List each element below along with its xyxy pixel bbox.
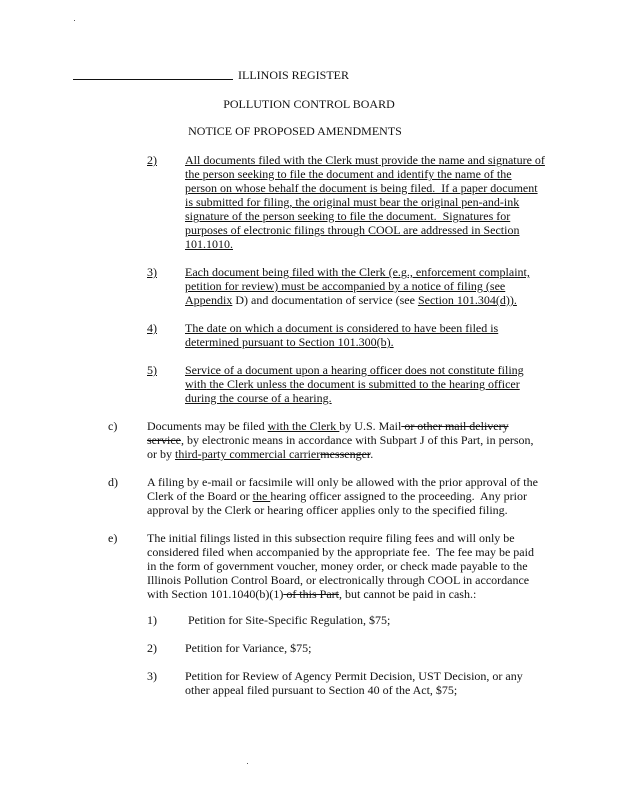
deleted-text: messenger: [320, 447, 371, 461]
inserted-text: third-party commercial carrier: [175, 447, 321, 461]
inserted-text: Section 101.304(d)).: [417, 293, 517, 307]
text-segment: , by electronic means in accordance with Subpart J of this Part, in person,: [180, 433, 534, 447]
text-line: [185, 223, 545, 237]
text-line: [147, 475, 538, 489]
text-segment: Petition for Review of Agency Permit Decision, UST Decision, or any: [185, 669, 523, 683]
text-segment: or by: [147, 447, 175, 461]
text-line: [147, 545, 534, 559]
text-line: [185, 279, 530, 293]
text-line: [185, 391, 524, 405]
inserted-text: during the course of a hearing.: [185, 391, 332, 405]
text-line: [147, 419, 534, 433]
notice-title: NOTICE OF PROPOSED AMENDMENTS: [188, 124, 402, 138]
item-label: 2): [147, 641, 157, 655]
item-label: 3): [147, 265, 157, 279]
text-line: [185, 293, 530, 307]
text-segment: Illinois Pollution Control Board, or electronically through COOL in accordance: [147, 573, 530, 587]
item-label: e): [108, 531, 118, 545]
deleted-text: service: [147, 433, 181, 447]
text-line: [185, 641, 311, 655]
text-line: [147, 559, 534, 573]
inserted-text: The date on which a document is considered to have been filed is: [185, 321, 499, 335]
inserted-text: the Clerk unless the document is submitted to the hearing officer: [206, 377, 520, 391]
text-segment: Clerk of the Board or: [147, 489, 253, 503]
text-segment: D) and documentation of service (see: [232, 293, 418, 307]
item-label: 1): [147, 613, 157, 627]
item-label: 5): [147, 363, 157, 377]
text-segment: .: [370, 447, 374, 461]
text-segment: in the form of government voucher, money order, or check made payable to the: [147, 559, 528, 573]
item-text: [185, 363, 524, 405]
inserted-text: Appendix: [185, 293, 233, 307]
text-segment: by U.S. Mail: [339, 419, 402, 433]
text-line: [147, 433, 534, 447]
text-line: [185, 377, 524, 391]
inserted-text: Service of a document upon a hearing officer does not constitute filing: [185, 363, 524, 377]
inserted-text: with: [185, 377, 207, 391]
item-text: [185, 669, 523, 697]
text-segment: approval by the Clerk or hearing officer applies only to the specified filing.: [147, 503, 508, 517]
inserted-text: the person seeking to file the document and identify the name of the: [185, 167, 512, 181]
inserted-text: determined pursuant to Section 101.300(b).: [185, 335, 394, 349]
scan-speck: [74, 20, 75, 21]
text-segment: Documents may be filed: [147, 419, 268, 433]
text-line: [185, 363, 524, 377]
item-text: [185, 153, 545, 251]
inserted-text: petition for review) must be accompanied by a notice of filing (see: [185, 279, 506, 293]
item-label: c): [108, 419, 118, 433]
text-line: [185, 321, 498, 335]
board-name: POLLUTION CONTROL BOARD: [223, 97, 395, 111]
inserted-text: person on whose behalf the document is being filed. If a paper document: [185, 181, 538, 195]
text-segment: Petition for Site-Specific Regulation, $75;: [185, 613, 391, 627]
text-segment: hearing officer assigned to the proceeding. Any prior: [270, 489, 528, 503]
text-segment: , but cannot be paid in cash.:: [338, 587, 477, 601]
text-line: [185, 181, 545, 195]
text-line: [147, 587, 534, 601]
item-label: 2): [147, 153, 157, 167]
item-label: d): [108, 475, 118, 489]
item-text: [147, 475, 538, 517]
text-line: [147, 503, 538, 517]
text-segment: The initial filings listed in this subsection require filing fees and will only be: [147, 531, 515, 545]
item-text: [185, 321, 498, 349]
text-line: [185, 335, 498, 349]
item-text: [147, 419, 534, 461]
inserted-text: signature of the person seeking to file the document. Signatures for: [185, 209, 511, 223]
item-text: [147, 531, 534, 601]
text-segment: other appeal filed pursuant to Section 40 of the Act, $75;: [185, 683, 458, 697]
text-line: [185, 613, 390, 627]
text-line: [185, 153, 545, 167]
text-line: [147, 447, 534, 461]
header-rule: [73, 79, 233, 80]
deleted-text: or other mail delivery: [401, 419, 509, 433]
text-line: [185, 683, 523, 697]
inserted-text: purposes of electronic filings through COOL are addressed in Section: [185, 223, 520, 237]
text-segment: with Section 101.1040(b)(1): [147, 587, 284, 601]
inserted-text: is submitted for filing, the original must bear the original pen-and-ink: [185, 195, 520, 209]
text-line: [185, 669, 523, 683]
text-line: [185, 167, 545, 181]
text-line: [185, 195, 545, 209]
inserted-text: All documents filed with the Clerk must provide the name and signature of: [185, 153, 545, 167]
item-text: [185, 641, 311, 655]
text-line: [185, 265, 530, 279]
item-label: 4): [147, 321, 157, 335]
item-text: [185, 265, 530, 307]
text-line: [147, 531, 534, 545]
text-segment: A filing by e-mail or facsimile will only be allowed with the prior approval of the: [147, 475, 538, 489]
deleted-text: of this Part: [283, 587, 339, 601]
item-text: [185, 613, 390, 627]
text-line: [185, 237, 545, 251]
inserted-text: Each document being filed with the Clerk (e.g., enforcement complaint,: [185, 265, 530, 279]
item-label: 3): [147, 669, 157, 683]
register-title: ILLINOIS REGISTER: [238, 68, 349, 82]
text-line: [147, 573, 534, 587]
inserted-text: with the Clerk: [267, 419, 340, 433]
text-line: [185, 209, 545, 223]
inserted-text: the: [252, 489, 271, 503]
scan-speck: [247, 763, 248, 764]
text-segment: considered filed when accompanied by the appropriate fee. The fee may be paid: [147, 545, 534, 559]
inserted-text: 101.1010.: [185, 237, 233, 251]
text-line: [147, 489, 538, 503]
text-segment: Petition for Variance, $75;: [185, 641, 312, 655]
